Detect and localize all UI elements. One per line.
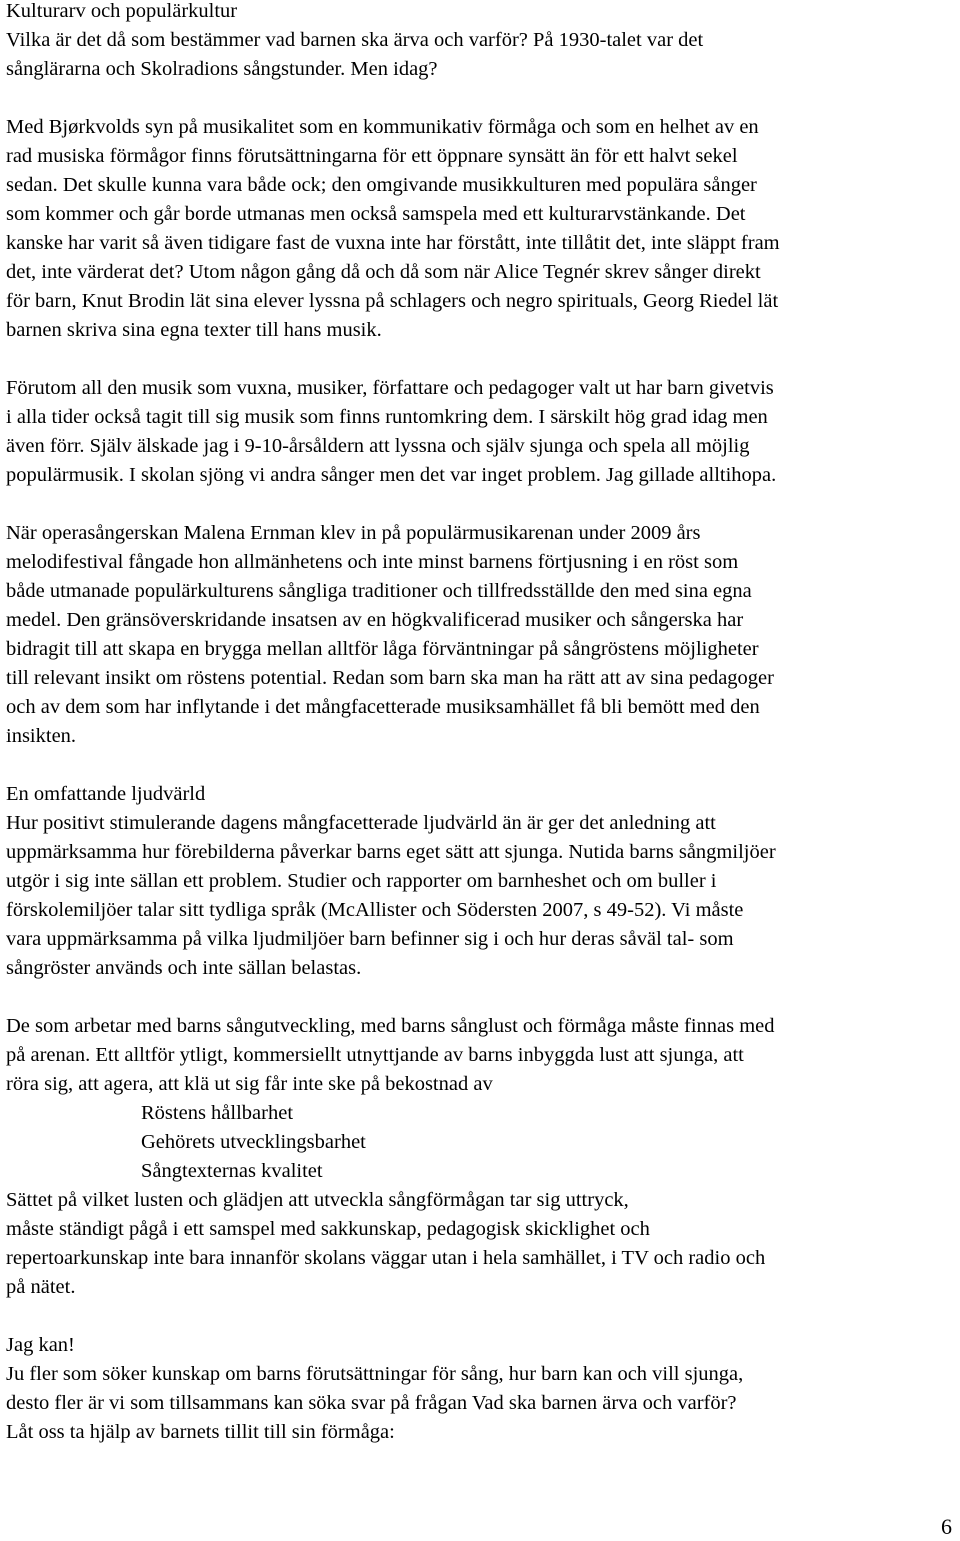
text-line: kanske har varit så även tidigare fast de vuxna inte har förstått, inte tillåtit det, inte släppt fram — [6, 232, 780, 254]
text-line: sedan. Det skulle kunna vara både ock; den omgivande musikkulturen med populära sånger — [6, 174, 757, 196]
text-line: Förutom all den musik som vuxna, musiker, författare och pedagoger valt ut har barn givetvis — [6, 377, 774, 399]
text-line: sångröster används och inte sällan belastas. — [6, 957, 362, 979]
text-line: röra sig, att agera, att klä ut sig får inte ske på bekostnad av — [6, 1073, 493, 1095]
text-line: repertoarkunskap inte bara innanför skolans väggar utan i hela samhället, i TV och radio och — [6, 1247, 766, 1269]
text-line: och av dem som har inflytande i det mångfacetterade musiksamhället få bli bemött med den — [6, 696, 760, 718]
text-line: till relevant insikt om röstens potential. Redan som barn ska man ha rätt att av sina pedagoger — [6, 667, 774, 689]
text-line: Vilka är det då som bestämmer vad barnen ska ärva och varför? På 1930-talet var det — [6, 29, 704, 51]
text-line: bidragit till att skapa en brygga mellan alltför låga förväntningar på sångröstens möjligheter — [6, 638, 759, 660]
text-line: Med Bjørkvolds syn på musikalitet som en kommunikativ förmåga och som en helhet av en — [6, 116, 759, 138]
text-line: Ju fler som söker kunskap om barns förutsättningar för sång, hur barn kan och vill sjunga, — [6, 1363, 744, 1385]
list-item: Röstens hållbarhet — [141, 1102, 294, 1124]
text-line: förskolemiljöer talar sitt tydliga språk (McAllister och Södersten 2007, s 49-52). Vi måste — [6, 899, 744, 921]
text-line: rad musiska förmågor finns förutsättningarna för ett öppnare synsätt än för ett halvt sekel — [6, 145, 738, 167]
list-item: Gehörets utvecklingsbarhet — [141, 1131, 366, 1153]
text-line: insikten. — [6, 725, 77, 747]
section-heading: Jag kan! — [6, 1334, 75, 1356]
text-line: barnen skriva sina egna texter till hans musik. — [6, 319, 382, 341]
text-line: Hur positivt stimulerande dagens mångfacetterade ljudvärld än är ger det anledning att — [6, 812, 716, 834]
page-number: 6 — [941, 1514, 952, 1539]
text-line: i alla tider också tagit till sig musik som finns runtomkring dem. I särskilt hög grad idag men — [6, 406, 768, 428]
text-line: utgör i sig inte sällan ett problem. Studier och rapporter om barnheshet och om buller i — [6, 870, 717, 892]
text-line: måste ständigt pågå i ett samspel med sakkunskap, pedagogisk skicklighet och — [6, 1218, 650, 1240]
text-line: melodifestival fångade hon allmänhetens och inte minst barnens förtjusning i en röst som — [6, 551, 739, 573]
text-line: det, inte värderat det? Utom någon gång då och då som när Alice Tegnér skrev sånger direkt — [6, 261, 761, 283]
text-line: både utmanade populärkulturens sångliga traditioner och tillfredsställde den med sina egna — [6, 580, 752, 602]
text-line: vara uppmärksamma på vilka ljudmiljöer barn befinner sig i och hur deras såväl tal- som — [6, 928, 734, 950]
text-line: på arenan. Ett alltför ytligt, kommersiellt utnyttjande av barns inbyggda lust att sjunga, att — [6, 1044, 744, 1066]
text-line: på nätet. — [6, 1276, 76, 1298]
text-line: Låt oss ta hjälp av barnets tillit till sin förmåga: — [6, 1421, 395, 1443]
text-line: uppmärksamma hur förebilderna påverkar barns eget sätt att sjunga. Nutida barns sångmiljöer — [6, 841, 776, 863]
list-item: Sångtexternas kvalitet — [141, 1160, 323, 1182]
text-line: När operasångerskan Malena Ernman klev in på populärmusikarenan under 2009 års — [6, 522, 701, 544]
text-line: som kommer och går borde utmanas men också samspela med ett kulturarvstänkande. Det — [6, 203, 746, 225]
text-line: De som arbetar med barns sångutveckling, med barns sånglust och förmåga måste finnas med — [6, 1015, 775, 1037]
text-line: medel. Den gränsöverskridande insatsen av en högkvalificerad musiker och sångerska har — [6, 609, 744, 631]
text-line: även förr. Själv älskade jag i 9-10-årsåldern att lyssna och själv sjunga och spela all möjlig — [6, 435, 750, 457]
text-line: Sättet på vilket lusten och glädjen att utveckla sångförmågan tar sig uttryck, — [6, 1189, 629, 1211]
section-heading: En omfattande ljudvärld — [6, 783, 206, 805]
section-heading: Kulturarv och populärkultur — [6, 0, 238, 22]
text-line: för barn, Knut Brodin lät sina elever lyssna på schlagers och negro spirituals, Georg Riedel lät — [6, 290, 779, 312]
text-line: desto fler är vi som tillsammans kan söka svar på frågan Vad ska barnen ärva och varför? — [6, 1392, 737, 1414]
text-line: sånglärarna och Skolradions sångstunder. Men idag? — [6, 58, 438, 80]
text-line: populärmusik. I skolan sjöng vi andra sånger men det var inget problem. Jag gillade alltihopa. — [6, 464, 777, 486]
